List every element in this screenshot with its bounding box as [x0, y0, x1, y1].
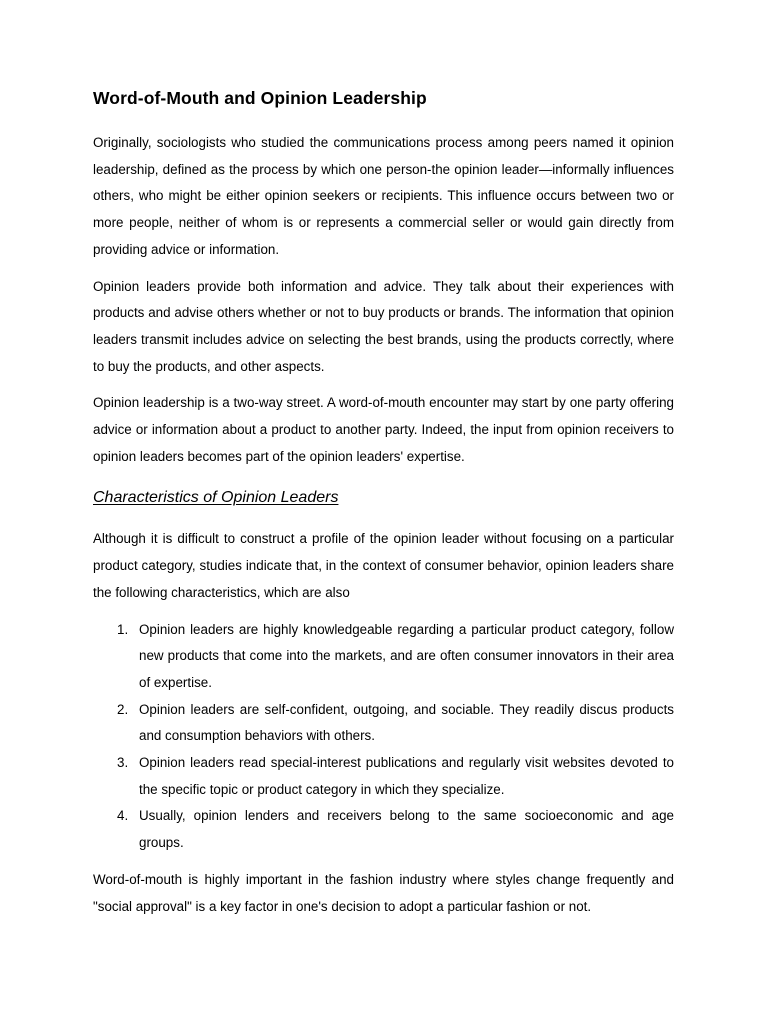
paragraph-closing: Word-of-mouth is highly important in the fashion industry where styles change frequently and "social approval" is a key factor in one's decision to adopt a particular fashion or not. — [93, 871, 674, 914]
paragraph-origin: Originally, sociologists who studied the communications process among peers named it opinion leadership, defined as the process by which one person-the opinion leader—informally influences others, who might be either opinion seekers or recipients. This influence occurs between two or more people, neither of whom is or represents a commercial seller or would gain directly from providing advice or information. — [93, 135, 674, 257]
paragraph-information-advice: Opinion leaders provide both information and advice. They talk about their experiences with products and advise others whether or not to buy products or brands. The information that opinion leaders transmit includes advice on selecting the best brands, using the products correctly, where to buy the products, and other aspects. — [93, 278, 674, 374]
list-item-text: Usually, opinion lenders and receivers belong to the same socioeconomic and age groups. — [139, 808, 674, 851]
paragraph-two-way-street: Opinion leadership is a two-way street. A word-of-mouth encounter may start by one party offering advice or information about a product to another party. Indeed, the input from opinion receivers to opinion leaders becomes part of the opinion leaders' expertise. — [93, 395, 674, 464]
section-intro: Although it is difficult to construct a profile of the opinion leader without focusing on a particular product category, studies indicate that, in the context of consumer behavior, opinion leaders share the following characteristics, which are also — [93, 531, 674, 600]
list-item-number: 1. — [117, 621, 129, 637]
list-item — [93, 803, 674, 856]
list-item-text: Opinion leaders read special-interest publications and regularly visit websites devoted to the specific topic or product category in which they specialize. — [139, 755, 674, 797]
list-item-text: Opinion leaders are highly knowledgeable regarding a particular product category, follow new products that come into the markets, and are often consumer innovators in their area of expertise. — [139, 621, 674, 690]
list-item-number: 4. — [117, 808, 129, 824]
list-item-text: Opinion leaders are self-confident, outgoing, and sociable. They readily discus products and consumption behaviors with others. — [139, 701, 674, 744]
list-item — [93, 750, 674, 803]
characteristics-list — [93, 617, 674, 857]
document-page — [93, 86, 674, 930]
list-item-number: 2. — [117, 701, 129, 717]
list-item — [93, 697, 674, 750]
document-title: Word-of-Mouth and Opinion Leadership — [93, 88, 427, 108]
section-heading: Characteristics of Opinion Leaders — [93, 489, 339, 507]
list-item-number: 3. — [117, 755, 129, 771]
list-item — [93, 617, 674, 697]
